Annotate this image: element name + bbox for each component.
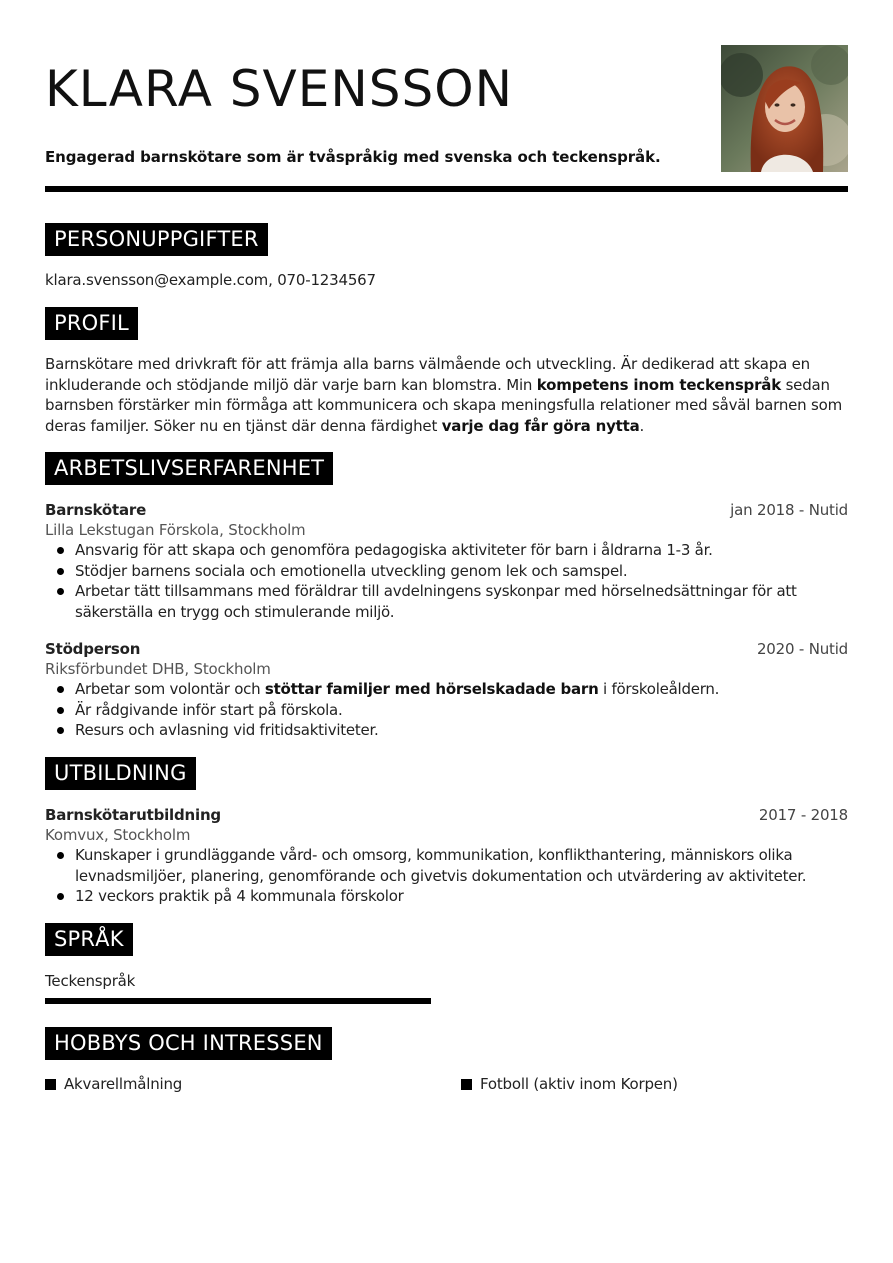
languages-divider — [45, 998, 431, 1004]
hobby-item: Akvarellmålning — [45, 1074, 182, 1094]
square-bullet-icon — [461, 1079, 472, 1090]
contact-details: klara.svensson@example.com, 070-1234567 — [45, 271, 376, 289]
hobby-item: Fotboll (aktiv inom Korpen) — [461, 1074, 678, 1094]
hobbies-heading: HOBBYS OCH INTRESSEN — [45, 1027, 332, 1060]
job-duties-list — [45, 679, 848, 741]
job-duties-list — [45, 540, 848, 622]
list-item: Arbetar som volontär och stöttar familjer med hörselskadade barn i förskoleåldern. — [45, 679, 848, 700]
profile-photo — [721, 45, 848, 172]
education-details-list — [45, 845, 848, 907]
profile-highlight-1: kompetens inom teckenspråk — [536, 375, 781, 394]
personal-info-heading: PERSONUPPGIFTER — [45, 223, 268, 256]
education-dates: 2017 - 2018 — [758, 806, 848, 824]
experience-heading: ARBETSLIVSERFARENHET — [45, 452, 333, 485]
tagline: Engagerad barnskötare som är tvåspråkig med svenska och teckenspråk. — [45, 148, 661, 166]
education-header — [45, 805, 848, 825]
list-item: Resurs och avlasning vid fritidsaktiviteter. — [45, 720, 848, 741]
profile-summary: Barnskötare med drivkraft för att främja alla barns välmående och utveckling. Är dedikerad att skapa en inkluderande och stödjande miljö där varje barn kan blomstra. Min kompetens inom teckenspråk sedan barnsben förstärker min förmåga att kommunicera och skapa meningsfulla relationer med såväl barnen som deras familjer. Söker nu en tjänst där denna färdighet varje dag får göra nytta. — [45, 355, 843, 435]
profile-heading: PROFIL — [45, 307, 138, 340]
list-item: Arbetar tätt tillsammans med föräldrar till avdelningens syskonpar med hörselnedsättningar för att säkerställa en trygg och stimulerande miljö. — [45, 581, 848, 622]
job-dates: jan 2018 - Nutid — [730, 501, 848, 519]
education-heading: UTBILDNING — [45, 757, 196, 790]
header-divider — [45, 186, 848, 192]
education-title: Barnskötarutbildning — [45, 806, 221, 824]
list-item: Kunskaper i grundläggande vård- och omsorg, kommunikation, konflikthantering, människors olika levnadsmiljöer, planering, genomförande och givetvis dokumentation och utvärdering av aktiviteter. — [45, 845, 848, 886]
job-title: Barnskötare — [45, 501, 147, 519]
square-bullet-icon — [45, 1079, 56, 1090]
job-employer: Riksförbundet DHB, Stockholm — [45, 660, 271, 678]
profile-highlight-2: varje dag får göra nytta — [441, 416, 640, 435]
list-item: 12 veckors praktik på 4 kommunala förskolor — [45, 886, 848, 907]
education-school: Komvux, Stockholm — [45, 826, 191, 844]
language-item: Teckenspråk — [45, 972, 136, 990]
list-item: Stödjer barnens sociala och emotionella utveckling genom lek och samspel. — [45, 561, 848, 582]
job-employer: Lilla Lekstugan Förskola, Stockholm — [45, 521, 306, 539]
list-item: Är rådgivande inför start på förskola. — [45, 700, 848, 721]
job-dates: 2020 - Nutid — [756, 640, 848, 658]
job-title: Stödperson — [45, 640, 141, 658]
languages-heading: SPRÅK — [45, 923, 133, 956]
job-header — [45, 500, 848, 520]
candidate-name: KLARA SVENSSON — [45, 60, 513, 118]
job-header — [45, 639, 848, 659]
list-item: Ansvarig för att skapa och genomföra pedagogiska aktiviteter för barn i åldrarna 1-3 år. — [45, 540, 848, 561]
